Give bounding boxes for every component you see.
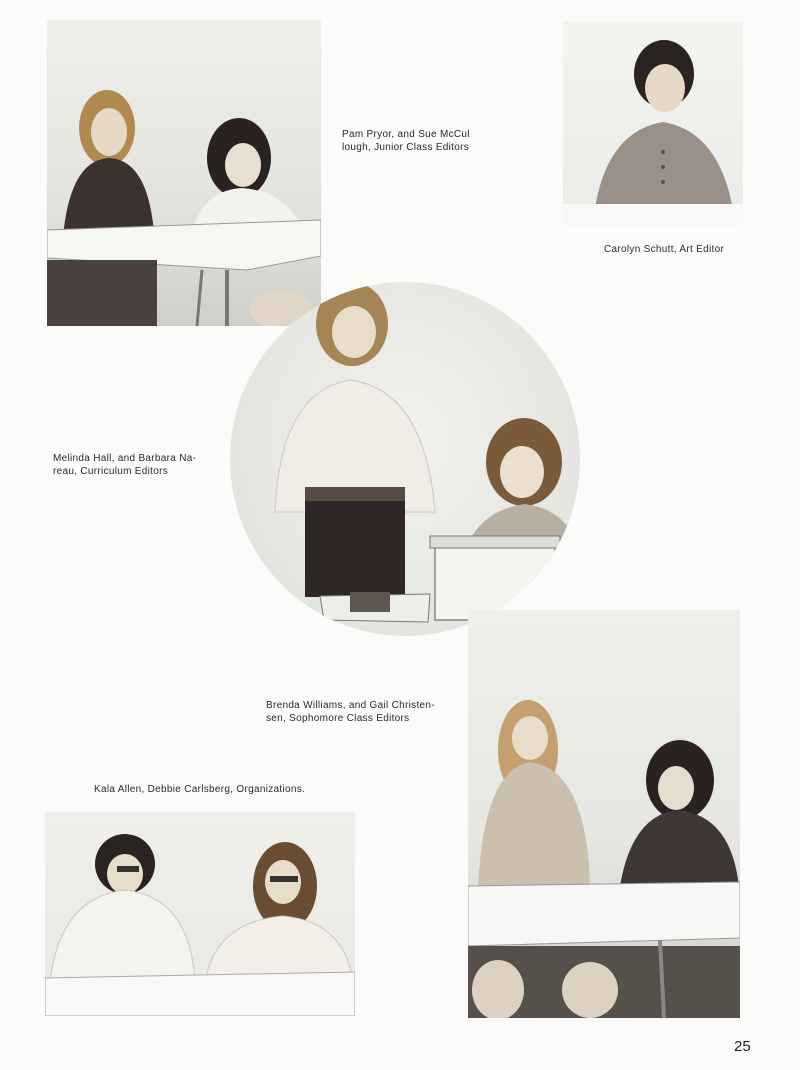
caption-curriculum-line-2: reau, Curriculum Editors: [53, 465, 169, 477]
photo-art-editor: [563, 22, 743, 226]
caption-art-line-1: Carolyn Schutt, Art Editor: [604, 244, 725, 255]
caption-sophomore-line-2: sen, Sophomore Class Editors: [266, 712, 410, 724]
caption-sophomore-class-editors: [266, 700, 435, 725]
curriculum-editors-illustration: [230, 282, 580, 636]
caption-organizations: [94, 784, 305, 797]
caption-junior-line-2: lough, Junior Class Editors: [342, 141, 470, 153]
junior-editors-illustration: [47, 20, 321, 326]
caption-organizations-line-1: Kala Allen, Debbie Carlsberg, Organizations.: [94, 784, 306, 795]
caption-sophomore-line-1: Brenda Williams, and Gail Christen-: [266, 700, 435, 711]
photo-organizations: [45, 812, 355, 1016]
caption-junior-class-editors: [342, 129, 470, 154]
sophomore-editors-illustration: [468, 610, 740, 1018]
photo-sophomore-class-editors: [468, 610, 740, 1018]
organizations-illustration: [45, 812, 355, 1016]
caption-curriculum-editors: [53, 453, 196, 478]
photo-junior-class-editors: [47, 20, 321, 326]
caption-junior-line-1: Pam Pryor, and Sue McCul: [342, 129, 470, 140]
caption-art-editor: [604, 244, 724, 257]
photo-curriculum-editors: [230, 282, 580, 636]
page-number: 25: [734, 1038, 751, 1055]
art-editor-illustration: [563, 22, 743, 226]
caption-curriculum-line-1: Melinda Hall, and Barbara Na-: [53, 453, 197, 464]
